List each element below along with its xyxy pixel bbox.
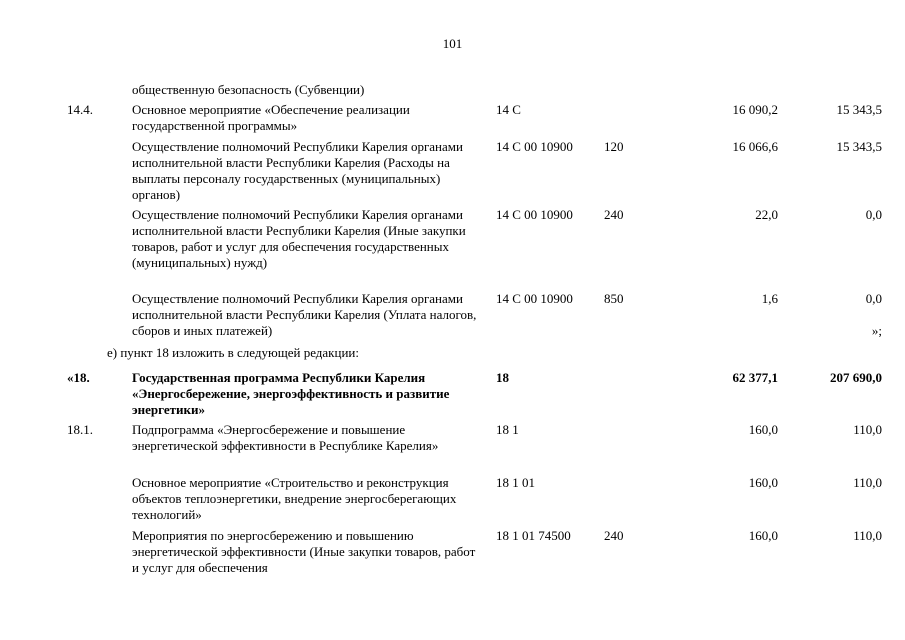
- row-name: Государственная программа Республики Карелия «Энергосбережение, энергоэффективность и развитие энергетики»: [132, 370, 450, 417]
- table-row: [0, 139, 905, 207]
- row-target-article: 18 1 01: [496, 475, 535, 490]
- row-value-2: 0,0: [865, 207, 882, 222]
- table-row: [0, 422, 905, 475]
- row-value-1: 62 377,1: [732, 370, 778, 385]
- row-target-article: 14 С: [496, 102, 521, 117]
- table-row: [0, 528, 905, 578]
- row-value-1: 16 090,2: [732, 102, 778, 117]
- table-row: [0, 370, 905, 422]
- row-number: «18.: [67, 370, 90, 385]
- row-expense-type: 240: [604, 528, 624, 543]
- page-number: 101: [442, 36, 463, 51]
- row-value-2: 207 690,0: [830, 370, 882, 385]
- table-row: [0, 82, 905, 102]
- row-name: Осуществление полномочий Республики Карелия органами исполнительной власти Республики Карелия (Расходы на выплаты персоналу государственных (муниципальных) органов): [132, 139, 463, 202]
- row-value-1: 22,0: [755, 207, 778, 222]
- row-name: Основное мероприятие «Обеспечение реализации государственной программы»: [132, 102, 410, 133]
- row-expense-type: 120: [604, 139, 624, 154]
- row-expense-type: 240: [604, 207, 624, 222]
- row-value-2: 110,0: [853, 528, 882, 543]
- row-name: Подпрограмма «Энергосбережение и повышение энергетической эффективности в Республике Карелия»: [132, 422, 439, 453]
- table-row: [0, 207, 905, 291]
- row-target-article: 18 1 01 74500: [496, 528, 571, 543]
- table-row: [0, 475, 905, 528]
- row-value-2: 110,0: [853, 422, 882, 437]
- row-number: 18.1.: [67, 422, 93, 437]
- row-value-1: 1,6: [761, 291, 778, 306]
- row-value-2: 0,0: [865, 291, 882, 306]
- amendment-instruction: е) пункт 18 изложить в следующей редакции:: [107, 345, 359, 360]
- row-value-1: 160,0: [748, 422, 778, 437]
- row-value-2: 110,0: [853, 475, 882, 490]
- table-row: [0, 102, 905, 139]
- row-name: Мероприятия по энергосбережению и повышению энергетической эффективности (Иные закупки товаров, работ и услуг для обеспечения: [132, 528, 476, 575]
- row-target-article: 14 С 00 10900: [496, 291, 573, 306]
- row-name: Основное мероприятие «Строительство и реконструкция объектов теплоэнергетики, внедрение энергосберегающих технологий»: [132, 475, 457, 522]
- row-target-article: 18 1: [496, 422, 519, 437]
- row-expense-type: 850: [604, 291, 624, 306]
- row-value-2: 15 343,5: [836, 139, 882, 154]
- table-row: [0, 291, 905, 345]
- closing-quote: »;: [871, 323, 882, 338]
- row-value-1: 16 066,6: [732, 139, 778, 154]
- row-target-article: 18: [496, 370, 509, 385]
- row-value-1: 160,0: [748, 475, 778, 490]
- row-name: общественную безопасность (Субвенции): [132, 82, 365, 97]
- row-target-article: 14 С 00 10900: [496, 139, 573, 154]
- row-number: 14.4.: [67, 102, 93, 117]
- row-name: Осуществление полномочий Республики Карелия органами исполнительной власти Республики Карелия (Уплата налогов, сборов и иных платежей): [132, 291, 477, 338]
- budget-table: [0, 82, 905, 578]
- row-value-1: 160,0: [748, 528, 778, 543]
- row-target-article: 14 С 00 10900: [496, 207, 573, 222]
- row-value-2: 15 343,5: [836, 102, 882, 117]
- row-name: Осуществление полномочий Республики Карелия органами исполнительной власти Республики Карелия (Иные закупки товаров, работ и услуг для обеспечения государственных (муниципальных) нужд): [132, 207, 466, 270]
